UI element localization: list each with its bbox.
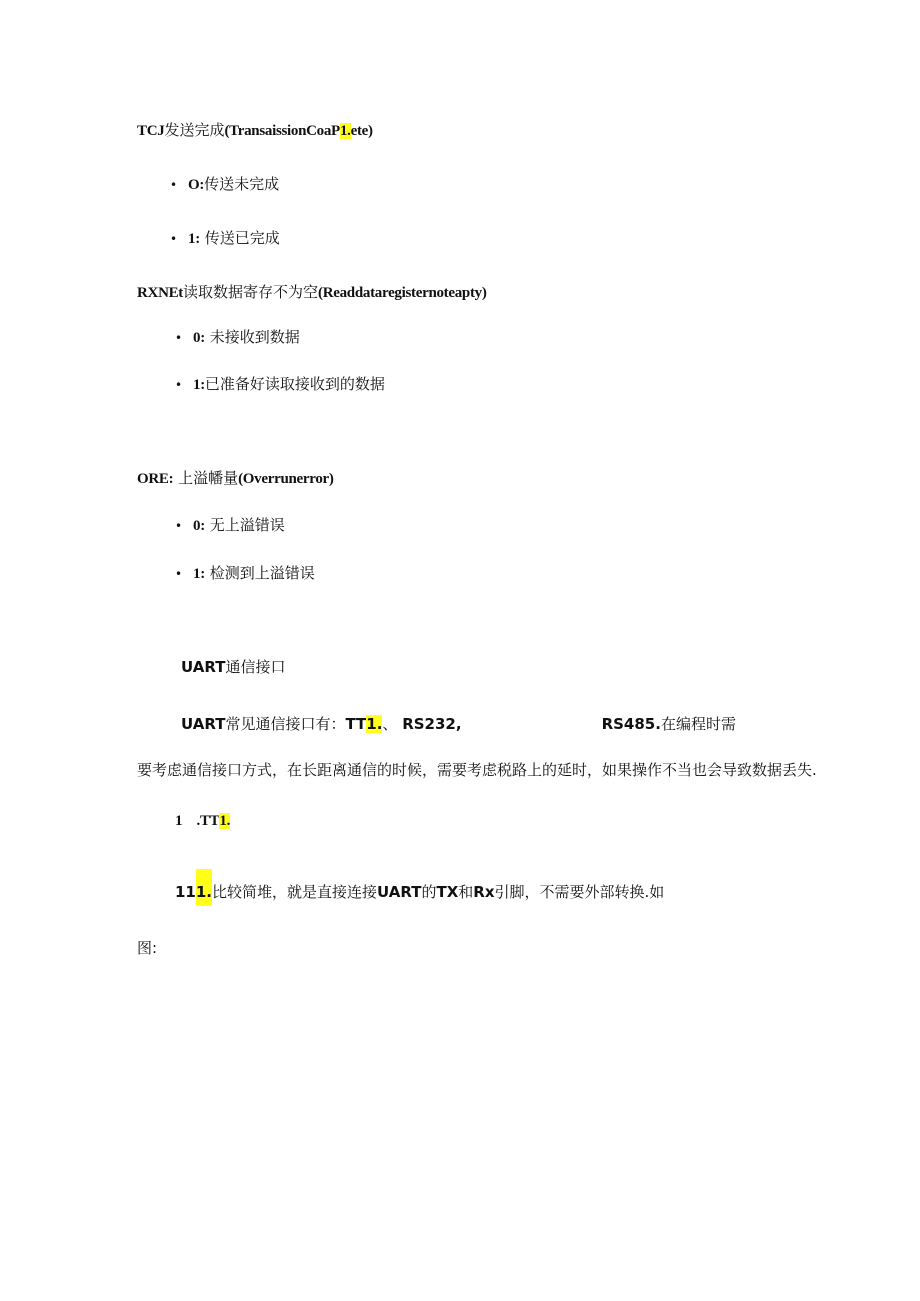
uart-para1-c: TT (345, 715, 367, 733)
ore-en: (Overrunerror) (238, 471, 334, 487)
tc-en-highlight: 1. (339, 123, 351, 139)
uart-body-g: 引脚，不需要外部转换.如 (494, 883, 665, 901)
ore-item-0-text: 无上溢错误 (209, 516, 285, 534)
tc-heading (137, 120, 373, 141)
uart-body-b: UART (377, 883, 422, 901)
bullet-icon: • (175, 519, 183, 533)
uart-subheading (175, 810, 230, 831)
uart-body-d: TX (436, 883, 459, 901)
uart-para1 (181, 714, 736, 734)
uart-para1-d: 、 (382, 715, 398, 733)
rxne-item-0-key: 0: (193, 330, 205, 346)
ore-item-0-key: 0: (193, 518, 205, 534)
tc-en-b: ete) (350, 123, 373, 139)
uart-para1-highlight: 1. (366, 715, 383, 733)
bullet-icon: • (170, 232, 178, 246)
uart-heading-cn: 通信接口 (225, 658, 286, 676)
uart-heading (181, 657, 285, 677)
ore-item-1-text: 检测到上溢错误 (209, 564, 315, 582)
uart-para1-g: 在编程时需 (660, 715, 736, 733)
tc-prefix: TCJ (137, 123, 165, 139)
rxne-item-1-text: 已准备好读取接收到的数据 (204, 375, 385, 393)
uart-body-f: Rx (473, 883, 495, 901)
tc-item-1-text: 传送已完成 (204, 229, 280, 247)
bullet-icon: • (175, 331, 183, 345)
tc-cn: 发送完成 (164, 121, 225, 139)
ore-cn: 上溢幡量 (178, 469, 239, 487)
ore-item-0 (175, 515, 285, 536)
uart-para2: 要考虑通信接口方式，在长距离通信的时候，需要考虑税路上的延时，如果操作不当也会导致数据丢失. (137, 761, 817, 779)
uart-body-e: 和 (458, 883, 474, 901)
bullet-icon: • (175, 378, 183, 392)
uart-body-num: 11 (175, 883, 196, 901)
rxne-cn: 读取数据寄存不为空 (183, 283, 319, 301)
tc-item-1-key: 1: (188, 231, 200, 247)
rxne-item-1 (175, 374, 385, 395)
rxne-en: (Readdataregisternoteapty) (318, 285, 487, 301)
rxne-heading (137, 282, 487, 303)
uart-sub-a: .TT (196, 813, 220, 829)
tc-item-0-text: 传送未完成 (204, 175, 280, 193)
rxne-item-0-text: 未接收到数据 (209, 328, 300, 346)
figure-caption: 图: (137, 939, 158, 957)
tc-item-1 (170, 228, 280, 249)
ore-heading (137, 468, 334, 489)
ore-item-1-key: 1: (193, 566, 205, 582)
uart-body (175, 882, 664, 906)
bullet-icon: • (175, 567, 183, 581)
uart-body-c: 的 (421, 883, 437, 901)
rxne-item-1-key: 1: (193, 377, 205, 393)
ore-item-1 (175, 563, 315, 584)
uart-sub-highlight: 1. (219, 813, 231, 829)
tc-item-0 (170, 174, 279, 195)
bullet-icon: • (170, 178, 178, 192)
uart-para1-e: RS232, (402, 715, 462, 733)
rxne-item-0 (175, 327, 300, 348)
uart-body-a: 比较简堆，就是直接连接 (212, 883, 378, 901)
uart-body-highlight: 1. (196, 869, 212, 906)
ore-prefix: ORE: (137, 471, 174, 487)
uart-para1-a: UART (181, 715, 226, 733)
uart-para1-b: 常见通信接口有： (225, 715, 346, 733)
uart-heading-bold: UART (181, 658, 226, 676)
tc-en-a: (TransaissionCoaP (224, 123, 340, 139)
uart-sub-num: 1 (175, 813, 183, 829)
rxne-prefix: RXNEt (137, 285, 183, 301)
uart-para1-f: RS485. (601, 715, 661, 733)
tc-item-0-key: O: (188, 177, 205, 193)
